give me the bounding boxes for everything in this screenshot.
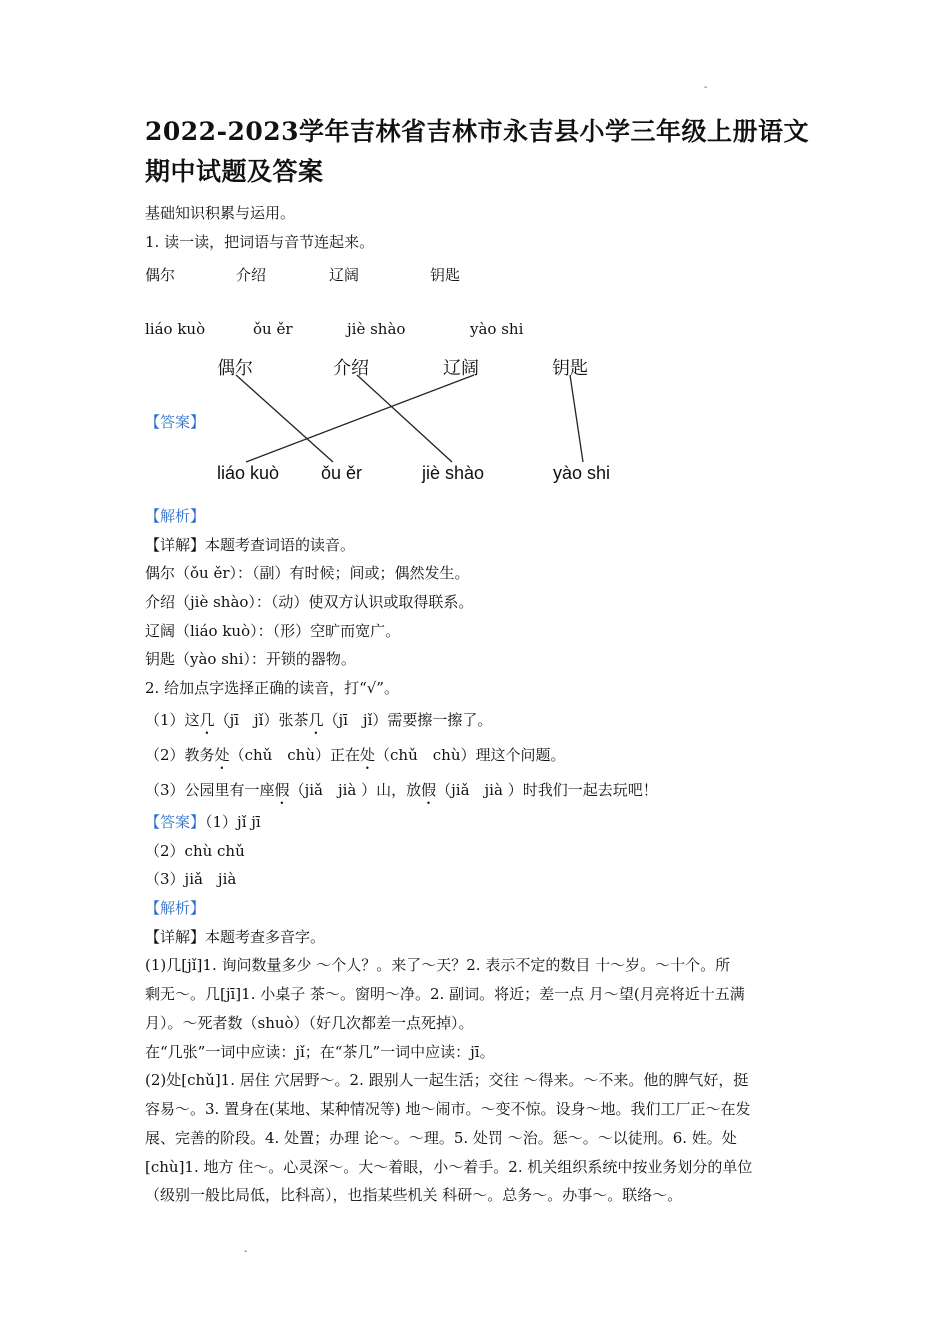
q1-word: 介绍 [236, 266, 267, 284]
q1-answer-tag: 【答案】 [145, 413, 206, 431]
dotted-char: 处 [360, 746, 376, 764]
q2-analysis-line: 展、完善的阶段。4. 处置；办理 论～。～理。5. 处罚 ～治。惩～。～以徒刑。6. 姓。处 [145, 1129, 737, 1147]
q2-analysis-line: （级别一般比局低，比科高），也指某些机关 科研～。总务～。办事～。联络～。 [145, 1186, 683, 1204]
diagram-word: 钥匙 [552, 358, 588, 378]
q2-answer-line [145, 815, 261, 830]
q2-answer: （2）chù chǔ [145, 842, 245, 860]
q1-pinyin: jiè shào [347, 320, 406, 338]
q1-prompt: 1. 读一读，把词语与音节连起来。 [145, 233, 375, 251]
diagram-pinyin: liáo kuò [217, 463, 280, 483]
q2-analysis-line: 在“几张”一词中应读：jǐ；在“茶几”一词中应读：jī。 [145, 1043, 495, 1061]
q2-analysis-line: [chù]1. 地方 住～。心灵深～。大～着眼，小～着手。2. 机关组织系统中按业务划分的单位 [145, 1158, 753, 1176]
q2-answer: （1）jǐ jī [205, 813, 261, 831]
q2-text: （1）这 [145, 711, 200, 729]
q2-analysis-line: (2)处[chǔ]1. 居住 穴居野～。2. 跟别人一起生活；交往 ～得来。～不来。他的脾气好，挺 [145, 1071, 749, 1089]
detail-text: 本题考查多音字。 [205, 928, 326, 946]
detail-tag: 【详解】 [145, 928, 206, 946]
q2-sentence-1 [145, 711, 492, 738]
q1-analysis-line: 辽阔（liáo kuò）：（形）空旷而宽广。 [145, 622, 401, 640]
header-mark: - [704, 82, 708, 93]
q1-analysis-line: 钥匙（yào shi）：开锁的器物。 [145, 650, 356, 668]
q1-analysis-line: 偶尔（ǒu ěr）：（副）有时候；间或；偶然发生。 [145, 564, 470, 582]
q1-analysis-line: 介绍（jiè shào）：（动）使双方认识或取得联系。 [145, 593, 474, 611]
q2-text: （2）教务 [145, 746, 215, 764]
footer-mark: - [244, 1246, 248, 1257]
q1-pinyin: liáo kuò [145, 320, 206, 338]
match-line [357, 375, 452, 462]
dotted-char: 几 [308, 711, 324, 729]
q2-analysis-tag: 【解析】 [145, 899, 206, 917]
match-line [246, 375, 474, 462]
q2-text: （jī jǐ）张茶 [214, 711, 309, 729]
section-heading: 基础知识积累与运用。 [145, 204, 296, 222]
match-line [236, 375, 333, 462]
detail-tag: 【详解】 [145, 536, 206, 554]
q2-analysis-line: 容易～。3. 置身在(某地、某种情况等) 地～闹市。～变不惊。设身～地。我们工厂正～在发 [145, 1100, 751, 1118]
q2-analysis-line: (1)几[jǐ]1. 询问数量多少 ～个人？。来了～天？2. 表示不定的数目 十～岁。～十个。所 [145, 956, 731, 974]
q2-answer-tag: 【答案】 [145, 813, 206, 831]
q1-word: 偶尔 [145, 266, 176, 284]
q2-text: （chǔ chù）正在 [229, 746, 361, 764]
dotted-char: 假 [421, 781, 437, 799]
q1-pinyin: ǒu ěr [253, 320, 293, 338]
diagram-pinyin: jiè shào [422, 463, 485, 483]
diagram-pinyin: ǒu ěr [321, 463, 363, 483]
dotted-char: 假 [274, 781, 290, 799]
q2-analysis-line: 月）。～死者数（shuò）（好几次都差一点死掉）。 [145, 1014, 474, 1032]
q2-text: （jiǎ jià ）时我们一起去玩吧！ [436, 781, 658, 799]
q1-word: 钥匙 [430, 266, 461, 284]
q2-sentence-3 [145, 781, 658, 808]
diagram-pinyin: yào shi [553, 463, 611, 483]
q2-text: （jī jǐ）需要擦一擦了。 [323, 711, 493, 729]
q2-sentence-2 [145, 746, 565, 773]
q2-detail [145, 930, 325, 945]
q1-word: 辽阔 [329, 266, 360, 284]
q2-text: （jiǎ jià ）山，放 [289, 781, 422, 799]
q1-detail [145, 538, 355, 553]
q1-analysis-tag: 【解析】 [145, 507, 206, 525]
q2-text: （chǔ chù）理这个问题。 [375, 746, 566, 764]
q2-analysis-line: 剩无～。几[jī]1. 小桌子 茶～。窗明～净。2. 副词。将近；差一点 月～望(月亮将近十五满 [145, 985, 745, 1003]
q1-pinyin: yào shi [470, 320, 524, 338]
match-line [570, 375, 583, 462]
dotted-char: 几 [199, 711, 215, 729]
detail-text: 本题考查词语的读音。 [205, 536, 356, 554]
q2-text: （3）公园里有一座 [145, 781, 275, 799]
q2-answer: （3）jiǎ jià [145, 870, 237, 888]
page-title: 2022-2023学年吉林省吉林市永吉县小学三年级上册语文期中试题及答案 [145, 117, 810, 186]
diagram-word: 辽阔 [443, 358, 479, 378]
diagram-word: 介绍 [333, 358, 369, 378]
diagram-word: 偶尔 [217, 358, 253, 378]
dotted-char: 处 [214, 746, 230, 764]
q2-prompt: 2. 给加点字选择正确的读音，打“√”。 [145, 679, 399, 697]
